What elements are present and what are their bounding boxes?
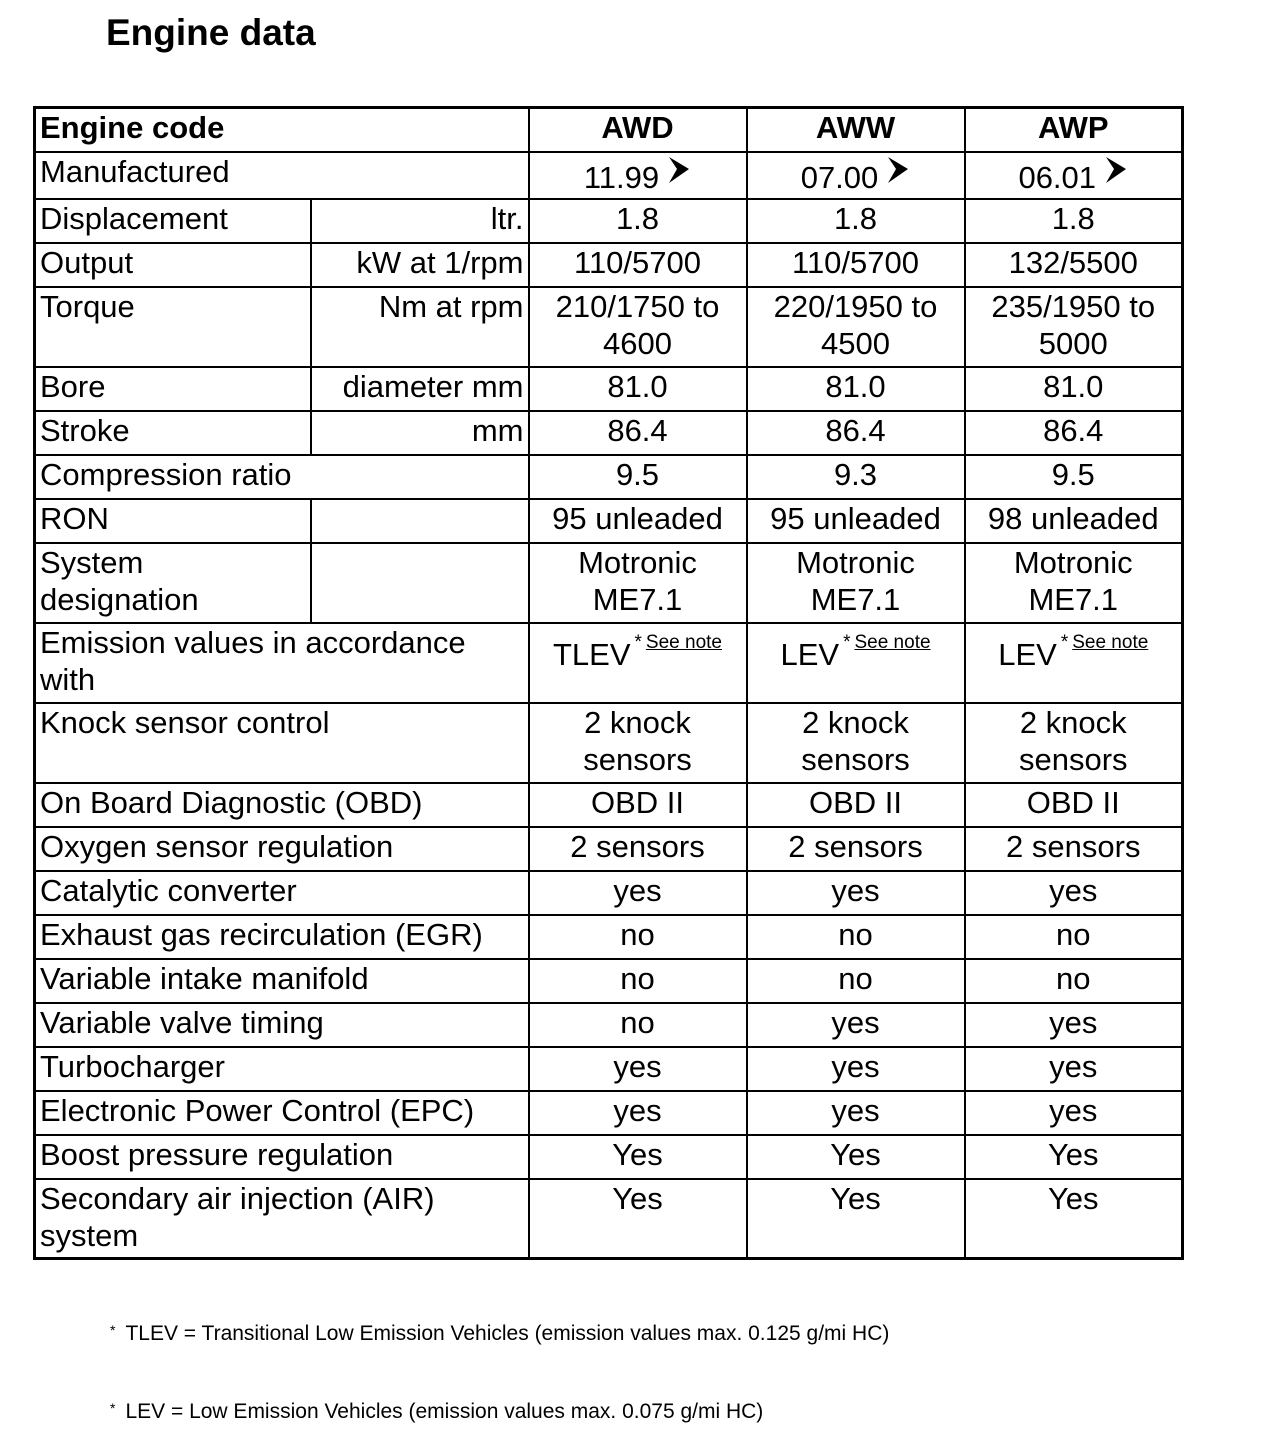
value-cell: OBD II bbox=[747, 783, 965, 827]
value-cell: yes bbox=[747, 1047, 965, 1091]
value-cell bbox=[529, 543, 747, 623]
unit-cell bbox=[311, 543, 529, 623]
value-line: 2 knock bbox=[1019, 704, 1127, 740]
value-cell: yes bbox=[965, 1003, 1183, 1047]
value-cell: 110/5700 bbox=[747, 243, 965, 287]
label-line: Emission values in accordance bbox=[40, 624, 466, 660]
value-line: 235/1950 to bbox=[991, 288, 1156, 324]
value-line: 4500 bbox=[821, 325, 890, 361]
right-chevron-icon bbox=[665, 155, 691, 185]
value-cell: 132/5500 bbox=[965, 243, 1183, 287]
table-row bbox=[35, 411, 1183, 455]
value-cell bbox=[965, 287, 1183, 367]
footnote-asterisk: * bbox=[1060, 631, 1069, 653]
value-cell: 2 sensors bbox=[747, 827, 965, 871]
footnote-lev bbox=[110, 1400, 763, 1424]
label-line: with bbox=[40, 661, 96, 697]
value-cell bbox=[747, 152, 965, 199]
unit-cell bbox=[311, 499, 529, 543]
row-label bbox=[35, 623, 529, 703]
value-cell: 110/5700 bbox=[529, 243, 747, 287]
row-label: Turbocharger bbox=[35, 1047, 529, 1091]
value-line: Motronic bbox=[796, 544, 915, 580]
date-value: 06.01 bbox=[1018, 159, 1097, 195]
value-cell: 95 unleaded bbox=[529, 499, 747, 543]
value-cell: yes bbox=[529, 1091, 747, 1135]
value-cell bbox=[529, 623, 747, 703]
table-row bbox=[35, 199, 1183, 243]
row-label: Output bbox=[35, 243, 311, 287]
date-value: 07.00 bbox=[800, 159, 879, 195]
value-line: Motronic bbox=[1013, 544, 1133, 580]
value-line: sensors bbox=[583, 741, 692, 777]
label-line: designation bbox=[40, 581, 199, 617]
unit-cell: Nm at rpm bbox=[311, 287, 529, 367]
row-label bbox=[35, 543, 311, 623]
table-row bbox=[35, 243, 1183, 287]
value-cell: yes bbox=[747, 1003, 965, 1047]
value-line: ME7.1 bbox=[810, 581, 901, 617]
value-cell: 98 unleaded bbox=[965, 499, 1183, 543]
table-row bbox=[35, 108, 1183, 152]
value-cell: no bbox=[965, 915, 1183, 959]
value-cell: 9.3 bbox=[747, 455, 965, 499]
value-cell: 2 sensors bbox=[965, 827, 1183, 871]
row-label: Exhaust gas recirculation (EGR) bbox=[35, 915, 529, 959]
value-cell: 81.0 bbox=[965, 367, 1183, 411]
footnote-text: LEV = Low Emission Vehicles (emission values max. 0.075 g/mi HC) bbox=[125, 1400, 764, 1423]
unit-cell: mm bbox=[311, 411, 529, 455]
table-row bbox=[35, 287, 1183, 367]
value-line: 5000 bbox=[1038, 325, 1108, 361]
value-cell: 86.4 bbox=[747, 411, 965, 455]
page-title: Engine data bbox=[106, 12, 316, 53]
table-row bbox=[35, 1091, 1183, 1135]
row-label: Variable intake manifold bbox=[35, 959, 529, 1003]
table-row bbox=[35, 1047, 1183, 1091]
value-cell: 86.4 bbox=[529, 411, 747, 455]
value-cell: no bbox=[747, 915, 965, 959]
emission-standard: LEV bbox=[780, 636, 840, 672]
row-label: Electronic Power Control (EPC) bbox=[35, 1091, 529, 1135]
value-cell: yes bbox=[965, 1047, 1183, 1091]
table-row bbox=[35, 1135, 1183, 1179]
value-line: ME7.1 bbox=[592, 581, 683, 617]
value-line: 4600 bbox=[603, 325, 672, 361]
value-cell: 95 unleaded bbox=[747, 499, 965, 543]
row-label: Boost pressure regulation bbox=[35, 1135, 529, 1179]
value-cell: yes bbox=[529, 1047, 747, 1091]
value-line: 210/1750 to bbox=[555, 288, 720, 324]
value-cell: Yes bbox=[747, 1135, 965, 1179]
value-cell: 81.0 bbox=[747, 367, 965, 411]
table-row bbox=[35, 827, 1183, 871]
value-cell bbox=[747, 623, 965, 703]
footnote-mark: * bbox=[110, 1322, 116, 1338]
unit-cell: ltr. bbox=[311, 199, 529, 243]
engine-code-cell: AWW bbox=[747, 108, 965, 152]
value-cell: 1.8 bbox=[747, 199, 965, 243]
row-label bbox=[35, 1179, 529, 1259]
value-cell bbox=[965, 623, 1183, 703]
value-line: 2 knock bbox=[584, 704, 691, 740]
label-line: System bbox=[40, 544, 144, 580]
footnote-asterisk: * bbox=[634, 631, 642, 653]
label-line: Secondary air injection (AIR) bbox=[40, 1180, 435, 1216]
value-cell: no bbox=[529, 959, 747, 1003]
value-cell: Yes bbox=[747, 1179, 965, 1259]
value-cell: no bbox=[965, 959, 1183, 1003]
value-cell bbox=[747, 543, 965, 623]
value-cell: 86.4 bbox=[965, 411, 1183, 455]
row-label: Displacement bbox=[35, 199, 311, 243]
table-row bbox=[35, 623, 1183, 703]
value-cell: yes bbox=[965, 1091, 1183, 1135]
table-row bbox=[35, 1003, 1183, 1047]
value-cell bbox=[529, 152, 747, 199]
row-label: Oxygen sensor regulation bbox=[35, 827, 529, 871]
row-label: On Board Diagnostic (OBD) bbox=[35, 783, 529, 827]
value-cell: no bbox=[529, 915, 747, 959]
value-cell: 1.8 bbox=[529, 199, 747, 243]
value-cell: OBD II bbox=[965, 783, 1183, 827]
row-label: Torque bbox=[35, 287, 311, 367]
engine-code-cell: AWP bbox=[965, 108, 1183, 152]
engine-data-table bbox=[33, 106, 1184, 1260]
right-chevron-icon bbox=[1102, 155, 1128, 185]
value-line: 220/1950 to bbox=[773, 288, 938, 324]
footnote-asterisk: * bbox=[843, 631, 851, 653]
value-cell: yes bbox=[747, 871, 965, 915]
value-cell: 9.5 bbox=[529, 455, 747, 499]
emission-standard: TLEV bbox=[552, 636, 631, 672]
row-label: Variable valve timing bbox=[35, 1003, 529, 1047]
table-row bbox=[35, 499, 1183, 543]
value-cell: Yes bbox=[529, 1135, 747, 1179]
row-label: Knock sensor control bbox=[35, 703, 529, 783]
value-cell: 81.0 bbox=[529, 367, 747, 411]
row-label: Stroke bbox=[35, 411, 311, 455]
table-row bbox=[35, 367, 1183, 411]
value-cell: Yes bbox=[965, 1135, 1183, 1179]
emission-standard: LEV bbox=[998, 636, 1057, 672]
engine-code-cell: AWD bbox=[529, 108, 747, 152]
value-cell bbox=[965, 152, 1183, 199]
value-cell bbox=[965, 543, 1183, 623]
unit-cell: diameter mm bbox=[311, 367, 529, 411]
see-note-link[interactable]: See note bbox=[854, 631, 931, 653]
row-label: Catalytic converter bbox=[35, 871, 529, 915]
row-label: Bore bbox=[35, 367, 311, 411]
table-row bbox=[35, 152, 1183, 199]
value-cell: OBD II bbox=[529, 783, 747, 827]
table-row bbox=[35, 783, 1183, 827]
value-cell: 1.8 bbox=[965, 199, 1183, 243]
table-row bbox=[35, 455, 1183, 499]
value-cell bbox=[529, 287, 747, 367]
value-cell: yes bbox=[965, 871, 1183, 915]
row-label: Manufactured bbox=[35, 152, 529, 199]
value-cell: 2 sensors bbox=[529, 827, 747, 871]
table-row bbox=[35, 959, 1183, 1003]
value-cell bbox=[965, 703, 1183, 783]
see-note-link[interactable]: See note bbox=[1072, 631, 1149, 653]
value-cell: 9.5 bbox=[965, 455, 1183, 499]
row-label: Compression ratio bbox=[35, 455, 529, 499]
value-cell bbox=[747, 703, 965, 783]
date-value: 11.99 bbox=[583, 159, 660, 195]
see-note-link[interactable]: See note bbox=[645, 631, 722, 653]
footnote-mark: * bbox=[110, 1400, 116, 1416]
table-row bbox=[35, 871, 1183, 915]
table-row bbox=[35, 543, 1183, 623]
footnote-tlev bbox=[110, 1322, 889, 1346]
value-cell bbox=[529, 703, 747, 783]
value-cell: no bbox=[529, 1003, 747, 1047]
value-cell: no bbox=[747, 959, 965, 1003]
value-cell: yes bbox=[747, 1091, 965, 1135]
row-label: RON bbox=[35, 499, 311, 543]
value-line: 2 knock bbox=[802, 704, 909, 740]
value-cell: yes bbox=[529, 871, 747, 915]
unit-cell: kW at 1/rpm bbox=[311, 243, 529, 287]
value-cell: Yes bbox=[965, 1179, 1183, 1259]
label-line: system bbox=[40, 1217, 139, 1253]
value-cell: Yes bbox=[529, 1179, 747, 1259]
value-line: ME7.1 bbox=[1028, 581, 1119, 617]
value-line: sensors bbox=[1018, 741, 1128, 777]
table-row bbox=[35, 915, 1183, 959]
table-row bbox=[35, 703, 1183, 783]
row-label: Engine code bbox=[35, 108, 529, 152]
right-chevron-icon bbox=[884, 155, 910, 185]
table-row bbox=[35, 1179, 1183, 1259]
value-cell bbox=[747, 287, 965, 367]
footnote-text: TLEV = Transitional Low Emission Vehicles (emission values max. 0.125 g/mi HC) bbox=[125, 1322, 890, 1345]
value-line: sensors bbox=[801, 741, 910, 777]
value-line: Motronic bbox=[578, 544, 697, 580]
